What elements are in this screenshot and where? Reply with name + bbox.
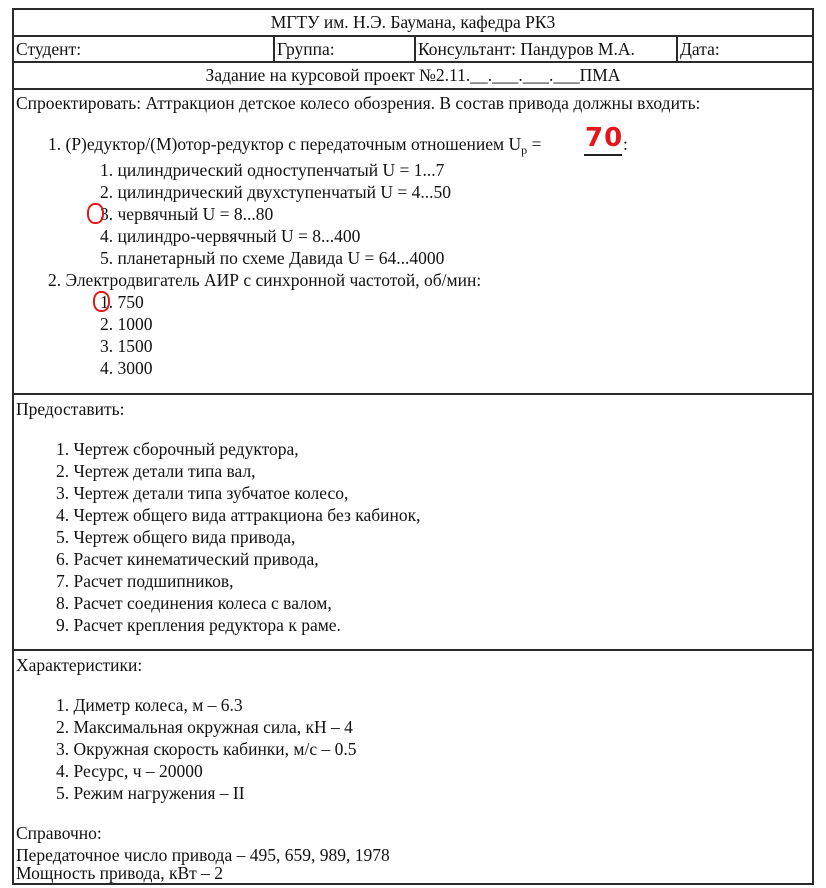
- characteristics-title: Характеристики:: [16, 655, 143, 675]
- characteristic-item: 2. Максимальная окружная сила, кН – 4: [56, 717, 353, 737]
- divider: [414, 35, 416, 61]
- selection-circle-mark: [87, 203, 104, 224]
- motor-requirement: 2. Электродвигатель АИР с синхронной частотой, об/мин:: [48, 270, 482, 290]
- divider: [273, 35, 275, 61]
- handwritten-ratio-value: 70: [585, 123, 624, 153]
- characteristic-item: 5. Режим нагружения – II: [56, 783, 245, 803]
- motor-speed-option-selected: 1. 750: [100, 292, 144, 312]
- deliverable-item: 7. Расчет подшипников,: [56, 571, 234, 591]
- characteristic-item: 4. Ресурс, ч – 20000: [56, 761, 203, 781]
- assignment-sheet: [12, 8, 814, 885]
- assignment-title: Задание на курсовой проект №2.11.__.___.___.___ПМА: [205, 65, 621, 85]
- ratio-subscript: p: [521, 143, 528, 157]
- selection-circle-mark: [93, 291, 110, 312]
- divider: [14, 88, 812, 90]
- reference-title: Справочно:: [16, 823, 102, 843]
- motor-speed-option: 2. 1000: [100, 314, 153, 334]
- motor-speed-option: 4. 3000: [100, 358, 153, 378]
- deliverable-item: 6. Расчет кинематический привода,: [56, 549, 319, 569]
- design-intro: Спроектировать: Аттракцион детское колесо обозрения. В состав привода должны входить:: [16, 93, 701, 113]
- ratio-blank-underline: [584, 154, 622, 156]
- reference-power: Мощность привода, кВт – 2: [16, 863, 224, 883]
- deliverable-item: 9. Расчет крепления редуктора к раме.: [56, 615, 341, 635]
- student-field-label: Студент:: [16, 39, 82, 59]
- ratio-colon: :: [623, 134, 628, 154]
- consultant-field-label: Консультант: Пандуров М.А.: [418, 39, 635, 59]
- gearbox-option: 4. цилиндро-червячный U = 8...400: [100, 226, 361, 246]
- gearbox-requirement: [48, 133, 541, 161]
- ratio-equals: =: [527, 134, 542, 154]
- deliverable-item: 4. Чертеж общего вида аттракциона без кабинок,: [56, 505, 421, 525]
- group-field-label: Группа:: [277, 39, 335, 59]
- characteristic-item: 3. Окружная скорость кабинки, м/с – 0.5: [56, 739, 357, 759]
- reference-gear-ratio: Передаточное число привода – 495, 659, 989, 1978: [16, 845, 390, 865]
- section-divider: [14, 393, 812, 395]
- gearbox-option: 2. цилиндрический двухступенчатый U = 4...50: [100, 182, 451, 202]
- deliverables-title: Предоставить:: [16, 399, 125, 419]
- gearbox-option-selected: 3. червячный U = 8...80: [100, 204, 274, 224]
- divider: [14, 61, 812, 63]
- deliverable-item: 2. Чертеж детали типа вал,: [56, 461, 256, 481]
- motor-speed-option: 3. 1500: [100, 336, 153, 356]
- section-divider: [14, 649, 812, 651]
- deliverable-item: 8. Расчет соединения колеса с валом,: [56, 593, 332, 613]
- deliverable-item: 3. Чертеж детали типа зубчатое колесо,: [56, 483, 349, 503]
- institution-title: МГТУ им. Н.Э. Баумана, кафедра РК3: [270, 12, 556, 32]
- gearbox-option: 1. цилиндрический одноступенчатый U = 1...7: [100, 160, 445, 180]
- date-field-label: Дата:: [680, 39, 720, 59]
- deliverable-item: 1. Чертеж сборочный редуктора,: [56, 439, 299, 459]
- gearbox-option: 5. планетарный по схеме Давида U = 64...4000: [100, 248, 445, 268]
- deliverable-item: 5. Чертеж общего вида привода,: [56, 527, 296, 547]
- divider: [676, 35, 678, 61]
- characteristic-item: 1. Диметр колеса, м – 6.3: [56, 695, 243, 715]
- gearbox-requirement-label: 1. (Р)едуктор/(М)отор-редуктор с передаточным отношением U: [48, 134, 522, 154]
- divider: [14, 35, 812, 37]
